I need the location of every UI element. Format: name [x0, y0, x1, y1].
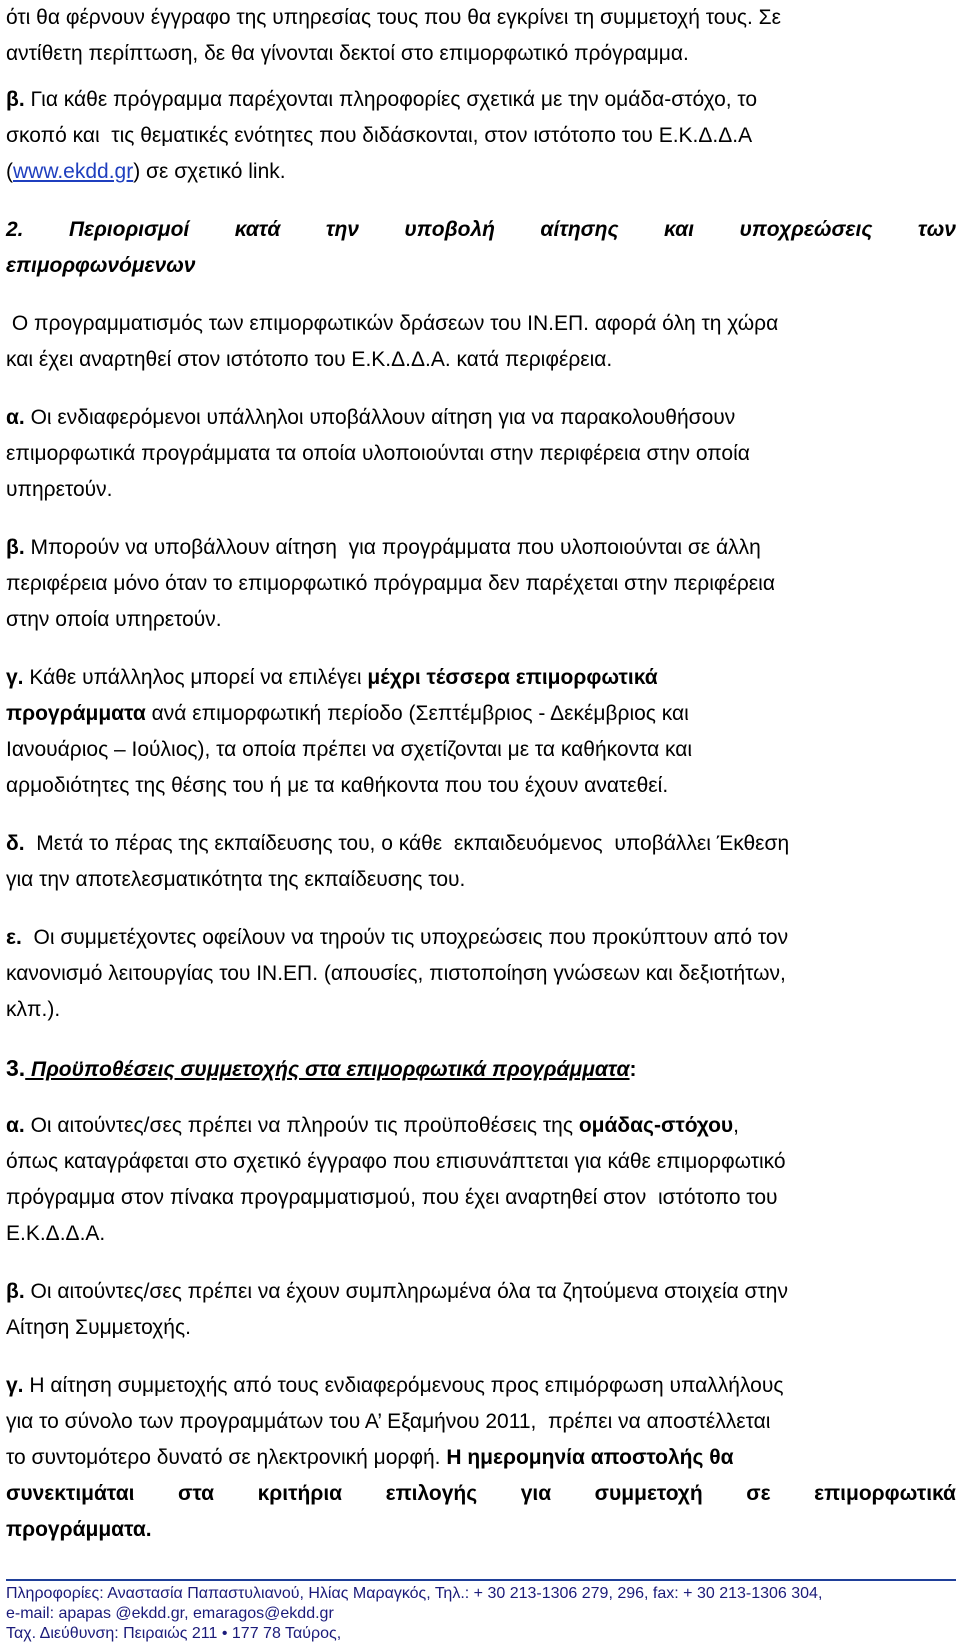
text-line: όπως καταγράφεται στο σχετικό έγγραφο που επισυνάπτεται για κάθε επιμορφωτικό: [6, 1150, 786, 1173]
paragraph-item-a: α. Οι ενδιαφερόμενοι υπάλληλοι υποβάλλουν αίτηση για να παρακολουθήσουν: [6, 406, 736, 429]
text-line: κλπ.).: [6, 998, 61, 1021]
paragraph-item-c: γ. Η αίτηση συμμετοχής από τους ενδιαφερόμενους προς επιμόρφωση υπαλλήλους: [6, 1374, 784, 1397]
word: 2.: [6, 218, 24, 241]
footer-address: Ταχ. Διεύθυνση: Πειραιώς 211 • 177 78 Ταύρος,: [6, 1625, 342, 1642]
word: αίτησης: [540, 218, 619, 241]
text-line: [6, 1476, 956, 1512]
word: για: [520, 1482, 552, 1505]
text-line: Ο προγραμματισμός των επιμορφωτικών δράσεων του ΙΝ.ΕΠ. αφορά όλη τη χώρα: [6, 312, 779, 335]
text-line: Ιανουάριος – Ιούλιος), τα οποία πρέπει να σχετίζονται με τα καθήκοντα και: [6, 738, 693, 761]
word: των: [917, 218, 956, 241]
text-line: προγράμματα.: [6, 1518, 152, 1541]
text-line: κανονισμό λειτουργίας του ΙΝ.ΕΠ. (απουσίες, πιστοποίηση γνώσεων και δεξιοτήτων,: [6, 962, 786, 985]
ekdd-website-link[interactable]: www.ekdd.gr: [13, 160, 134, 183]
paragraph-item-b: β. Για κάθε πρόγραμμα παρέχονται πληροφορίες σχετικά με την ομάδα-στόχο, το: [6, 88, 758, 111]
text-line: περιφέρεια μόνο όταν το επιμορφωτικό πρόγραμμα δεν παρέχεται στην περιφέρεια: [6, 572, 775, 595]
word: επιμορφωτικά: [814, 1482, 956, 1505]
text-line: για το σύνολο των προγραμμάτων του Α’ Εξαμήνου 2011, πρέπει να αποστέλλεται: [6, 1410, 771, 1433]
paragraph-item-b: β. Οι αιτούντες/σες πρέπει να έχουν συμπληρωμένα όλα τα ζητούμενα στοιχεία στην: [6, 1280, 788, 1303]
footer-divider: [6, 1579, 956, 1581]
word: υποχρεώσεις: [739, 218, 873, 241]
word: κατά: [234, 218, 281, 241]
text-line: υπηρετούν.: [6, 478, 113, 501]
word: συμμετοχή: [594, 1482, 703, 1505]
text-line: το συντομότερο δυνατό σε ηλεκτρονική μορφή. Η ημερομηνία αποστολής θα: [6, 1446, 734, 1469]
text-line: Αίτηση Συμμετοχής.: [6, 1316, 191, 1339]
text-line: αντίθετη περίπτωση, δε θα γίνονται δεκτοί στο επιμορφωτικό πρόγραμμα.: [6, 42, 689, 65]
section-heading-2-cont: επιμορφωνόμενων: [6, 254, 196, 277]
text-line: προγράμματα ανά επιμορφωτική περίοδο (Σεπτέμβριος - Δεκέμβριος και: [6, 702, 689, 725]
text-line: στην οποία υπηρετούν.: [6, 608, 222, 631]
word: την: [325, 218, 359, 241]
word: και: [664, 218, 694, 241]
text-line: (www.ekdd.gr) σε σχετικό link.: [6, 160, 286, 183]
footer-contact-info: Πληροφορίες: Αναστασία Παπαστυλιανού, Ηλίας Μαραγκός, Τηλ.: + 30 213-1306 279, 296, fax: + 30 213-1306 304,: [6, 1585, 823, 1602]
footer-email: e-mail: apapas @ekdd.gr, emaragos@ekdd.gr: [6, 1605, 334, 1622]
word: κριτήρια: [257, 1482, 343, 1505]
text-line: πρόγραμμα στον πίνακα προγραμματισμού, που έχει αναρτηθεί στον ιστότοπο του: [6, 1186, 778, 1209]
paragraph-item-b: β. Μπορούν να υποβάλλουν αίτηση για προγράμματα που υλοποιούνται σε άλλη: [6, 536, 761, 559]
section-heading-2: [6, 212, 956, 248]
word: σε: [746, 1482, 771, 1505]
text-line: ότι θα φέρνουν έγγραφο της υπηρεσίας τους που θα εγκρίνει τη συμμετοχή τους. Σε: [6, 6, 782, 29]
paragraph-item-d: δ. Μετά το πέρας της εκπαίδευσης του, ο κάθε εκπαιδευόμενος υποβάλλει Έκθεση: [6, 832, 790, 855]
text-line: και έχει αναρτηθεί στον ιστότοπο του Ε.Κ.Δ.Δ.Α. κατά περιφέρεια.: [6, 348, 613, 371]
word: στα: [177, 1482, 215, 1505]
word: υποβολή: [404, 218, 495, 241]
text-line: Ε.Κ.Δ.Δ.Α.: [6, 1222, 106, 1245]
section-heading-3: 3. Προϋποθέσεις συμμετοχής στα επιμορφωτικά προγράμματα:: [6, 1055, 637, 1081]
word: Περιορισμοί: [68, 218, 190, 241]
paragraph-item-a: α. Οι αιτούντες/σες πρέπει να πληρούν τις προϋποθέσεις της ομάδας-στόχου,: [6, 1114, 739, 1137]
paragraph-item-c: γ. Κάθε υπάλληλος μπορεί να επιλέγει μέχρι τέσσερα επιμορφωτικά: [6, 666, 658, 689]
paragraph-item-e: ε. Οι συμμετέχοντες οφείλουν να τηρούν τις υποχρεώσεις που προκύπτουν από τον: [6, 926, 789, 949]
text-line: αρμοδιότητες της θέσης του ή με τα καθήκοντα που του έχουν ανατεθεί.: [6, 774, 669, 797]
text-line: σκοπό και τις θεματικές ενότητες που διδάσκονται, στον ιστότοπο του Ε.Κ.Δ.Δ.Α: [6, 124, 753, 147]
text-line: για την αποτελεσματικότητα της εκπαίδευσης του.: [6, 868, 466, 891]
text-line: επιμορφωτικά προγράμματα τα οποία υλοποιούνται στην περιφέρεια στην οποία: [6, 442, 750, 465]
word: συνεκτιμάται: [6, 1482, 135, 1505]
word: επιλογής: [385, 1482, 478, 1505]
